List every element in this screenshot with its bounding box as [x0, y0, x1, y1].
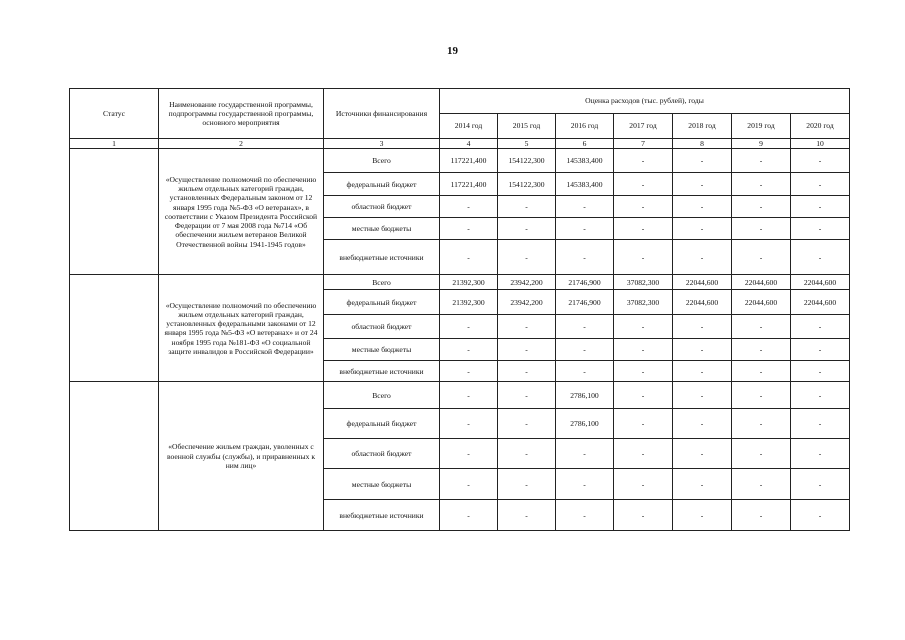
value-cell: 21746,900 — [556, 275, 614, 290]
funding-source-cell: местные бюджеты — [324, 469, 440, 500]
value-cell: - — [673, 339, 732, 361]
status-cell — [70, 382, 159, 531]
value-cell: - — [440, 196, 498, 218]
value-cell: - — [498, 315, 556, 339]
column-number: 10 — [791, 139, 850, 149]
value-cell: - — [556, 361, 614, 382]
value-cell: 117221,400 — [440, 149, 498, 173]
program-name-cell: «Осуществление полномочий по обеспечению жильем отдельных категорий граждан, установленных федеральными законами от 12 января 1995 года №5-ФЗ «О ветеранах» и от 24 ноября 1995 года №181-ФЗ «О социальной защите инвалидов в Российской Федерации» — [159, 275, 324, 382]
column-number: 3 — [324, 139, 440, 149]
value-cell: 154122,300 — [498, 173, 556, 196]
value-cell: - — [673, 173, 732, 196]
value-cell: - — [498, 196, 556, 218]
value-cell: - — [791, 469, 850, 500]
value-cell: - — [732, 240, 791, 275]
value-cell: - — [614, 149, 673, 173]
page-number: 19 — [447, 45, 458, 57]
value-cell: - — [498, 500, 556, 531]
funding-source-cell: Всего — [324, 149, 440, 173]
value-cell: 37082,300 — [614, 290, 673, 315]
header-estimate: Оценка расходов (тыс. рублей), годы — [440, 89, 850, 114]
value-cell: - — [614, 382, 673, 409]
table-row — [70, 275, 850, 290]
value-cell: 23942,200 — [498, 290, 556, 315]
funding-source-cell: областной бюджет — [324, 196, 440, 218]
header-year: 2015 год — [498, 114, 556, 139]
value-cell: - — [732, 361, 791, 382]
value-cell: - — [732, 149, 791, 173]
status-cell — [70, 149, 159, 275]
value-cell: - — [440, 439, 498, 469]
value-cell: - — [498, 339, 556, 361]
funding-source-cell: Всего — [324, 275, 440, 290]
value-cell: - — [791, 361, 850, 382]
value-cell: - — [673, 149, 732, 173]
program-name-cell: «Обеспечение жильем граждан, уволенных с военной службы (службы), и приравненных к ним лиц» — [159, 382, 324, 531]
header-year: 2019 год — [732, 114, 791, 139]
value-cell: - — [614, 339, 673, 361]
value-cell: 22044,600 — [732, 275, 791, 290]
value-cell: - — [791, 149, 850, 173]
column-number: 9 — [732, 139, 791, 149]
value-cell: - — [614, 240, 673, 275]
value-cell: - — [614, 196, 673, 218]
value-cell: - — [440, 240, 498, 275]
funding-source-cell: внебюджетные источники — [324, 240, 440, 275]
column-number: 7 — [614, 139, 673, 149]
value-cell: - — [498, 469, 556, 500]
value-cell: 145383,400 — [556, 149, 614, 173]
value-cell: - — [498, 439, 556, 469]
value-cell: 37082,300 — [614, 275, 673, 290]
value-cell: - — [791, 173, 850, 196]
value-cell: - — [498, 218, 556, 240]
header-year: 2018 год — [673, 114, 732, 139]
value-cell: - — [673, 361, 732, 382]
value-cell: - — [791, 439, 850, 469]
value-cell: 22044,600 — [732, 290, 791, 315]
value-cell: - — [440, 382, 498, 409]
header-year: 2016 год — [556, 114, 614, 139]
table-row — [70, 382, 850, 409]
value-cell: - — [732, 382, 791, 409]
value-cell: - — [791, 339, 850, 361]
value-cell: 154122,300 — [498, 149, 556, 173]
value-cell: - — [440, 469, 498, 500]
value-cell: - — [732, 409, 791, 439]
value-cell: - — [791, 315, 850, 339]
value-cell: - — [556, 339, 614, 361]
value-cell: - — [673, 500, 732, 531]
column-number: 6 — [556, 139, 614, 149]
value-cell: - — [556, 469, 614, 500]
value-cell: 22044,600 — [673, 275, 732, 290]
value-cell: - — [673, 315, 732, 339]
header-source: Источники финансирования — [324, 89, 440, 139]
funding-source-cell: местные бюджеты — [324, 218, 440, 240]
funding-source-cell: внебюджетные источники — [324, 361, 440, 382]
column-number-row — [70, 139, 850, 149]
value-cell: - — [791, 409, 850, 439]
value-cell: - — [440, 409, 498, 439]
header-row-1 — [70, 89, 850, 114]
value-cell: 2786,100 — [556, 409, 614, 439]
header-name: Наименование государственной программы, подпрограммы государственной программы, основного мероприятия — [159, 89, 324, 139]
column-number: 2 — [159, 139, 324, 149]
value-cell: - — [498, 361, 556, 382]
table-body — [70, 149, 850, 531]
header-status: Статус — [70, 89, 159, 139]
value-cell: - — [440, 315, 498, 339]
budget-table — [69, 88, 850, 531]
value-cell: 22044,600 — [791, 275, 850, 290]
value-cell: - — [556, 218, 614, 240]
value-cell: 22044,600 — [791, 290, 850, 315]
value-cell: - — [614, 469, 673, 500]
value-cell: - — [614, 500, 673, 531]
value-cell: 145383,400 — [556, 173, 614, 196]
value-cell: 23942,200 — [498, 275, 556, 290]
value-cell: - — [732, 315, 791, 339]
value-cell: - — [732, 218, 791, 240]
column-number: 8 — [673, 139, 732, 149]
value-cell: - — [673, 240, 732, 275]
funding-source-cell: внебюджетные источники — [324, 500, 440, 531]
value-cell: - — [614, 439, 673, 469]
column-number: 1 — [70, 139, 159, 149]
value-cell: - — [614, 218, 673, 240]
value-cell: 21746,900 — [556, 290, 614, 315]
value-cell: - — [440, 339, 498, 361]
value-cell: - — [556, 315, 614, 339]
value-cell: - — [732, 469, 791, 500]
value-cell: - — [791, 500, 850, 531]
value-cell: 21392,300 — [440, 290, 498, 315]
value-cell: - — [498, 409, 556, 439]
value-cell: - — [556, 439, 614, 469]
value-cell: - — [556, 196, 614, 218]
funding-source-cell: федеральный бюджет — [324, 290, 440, 315]
value-cell: - — [673, 218, 732, 240]
value-cell: - — [440, 500, 498, 531]
value-cell: 22044,600 — [673, 290, 732, 315]
value-cell: - — [673, 469, 732, 500]
value-cell: - — [440, 361, 498, 382]
header-year: 2020 год — [791, 114, 850, 139]
value-cell: - — [556, 500, 614, 531]
header-year: 2014 год — [440, 114, 498, 139]
value-cell: 21392,300 — [440, 275, 498, 290]
value-cell: - — [614, 409, 673, 439]
value-cell: - — [732, 339, 791, 361]
funding-source-cell: федеральный бюджет — [324, 173, 440, 196]
value-cell: - — [732, 196, 791, 218]
value-cell: - — [440, 218, 498, 240]
value-cell: - — [498, 240, 556, 275]
value-cell: - — [673, 196, 732, 218]
value-cell: - — [732, 500, 791, 531]
column-number: 4 — [440, 139, 498, 149]
status-cell — [70, 275, 159, 382]
value-cell: 117221,400 — [440, 173, 498, 196]
value-cell: - — [673, 439, 732, 469]
column-number: 5 — [498, 139, 556, 149]
funding-source-cell: областной бюджет — [324, 439, 440, 469]
value-cell: - — [673, 382, 732, 409]
value-cell: - — [791, 240, 850, 275]
value-cell: - — [791, 218, 850, 240]
value-cell: - — [498, 382, 556, 409]
value-cell: 2786,100 — [556, 382, 614, 409]
funding-source-cell: местные бюджеты — [324, 339, 440, 361]
value-cell: - — [614, 173, 673, 196]
value-cell: - — [791, 196, 850, 218]
value-cell: - — [673, 409, 732, 439]
value-cell: - — [556, 240, 614, 275]
table-row — [70, 149, 850, 173]
funding-source-cell: областной бюджет — [324, 315, 440, 339]
value-cell: - — [791, 382, 850, 409]
funding-source-cell: федеральный бюджет — [324, 409, 440, 439]
value-cell: - — [732, 173, 791, 196]
program-name-cell: «Осуществление полномочий по обеспечению жильем отдельных категорий граждан, установленных Федеральным законом от 12 января 1995 года №5-ФЗ «О ветеранах», в соответствии с Указом Президента Российской Федерации от 7 мая 2008 года №714 «Об обеспечении жильем ветеранов Великой Отечественной войны 1941-1945 годов» — [159, 149, 324, 275]
value-cell: - — [614, 361, 673, 382]
value-cell: - — [614, 315, 673, 339]
funding-source-cell: Всего — [324, 382, 440, 409]
header-year: 2017 год — [614, 114, 673, 139]
value-cell: - — [732, 439, 791, 469]
